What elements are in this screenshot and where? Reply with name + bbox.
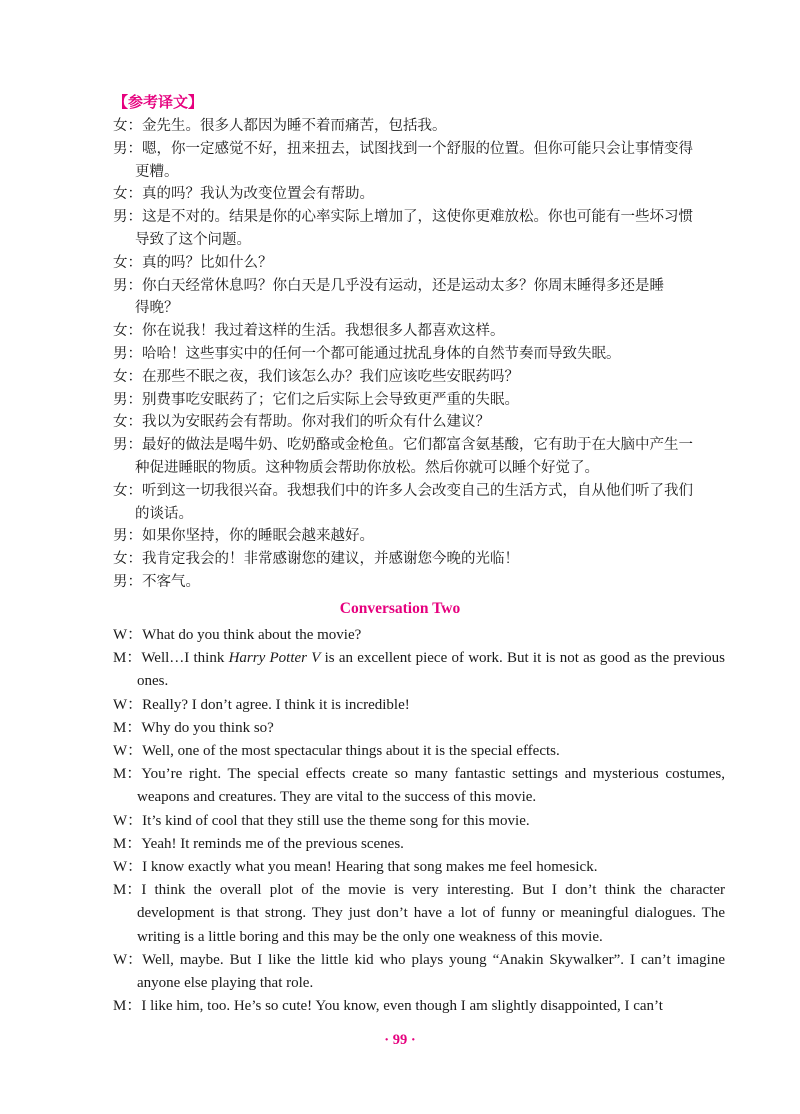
dialogue-text-continued: 得晚？ [135,300,179,317]
dialogue-line [113,115,725,138]
section-label: 【参考译文】 [113,93,204,111]
dialogue-text: You’re right. The special effects create so many fantastic settings and mysterious costumes, [141,766,725,783]
dialogue-text: 这是不对的。结果是你的心率实际上增加了，这使你更难放松。你也可能有一些坏习惯 [142,209,693,226]
english-dialogue [113,624,725,1018]
dialogue-line [113,647,725,670]
speaker-label: M： [113,882,142,899]
speaker-label: 男： [113,345,142,362]
speaker-label: 女： [113,482,142,499]
dialogue-line [113,856,725,879]
dialogue-line [113,879,725,902]
dialogue-text: Yeah! It reminds me of the previous scenes. [141,835,404,852]
dialogue-text: 我肯定我会的！非常感谢您的建议，并感谢您今晚的光临！ [142,551,519,568]
speaker-label: W： [113,696,143,713]
dialogue-line [113,252,725,275]
speaker-label: 男： [113,528,142,545]
dialogue-text: 哈哈！这些事实中的任何一个都可能通过扰乱身体的自然节奏而导致失眠。 [142,345,621,362]
movie-title: Harry Potter V [228,650,321,667]
dialogue-line [113,389,725,412]
dialogue-line [113,717,725,740]
dialogue-text: Well, maybe. But I like the little kid who plays young “Anakin Skywalker”. I can’t imagine [142,951,725,968]
page-number: · 99 · [384,1032,416,1048]
dialogue-line [113,548,725,571]
dialogue-line [113,343,725,366]
speaker-label: 女： [113,186,142,203]
dialogue-text: What do you think about the movie? [142,627,362,643]
chinese-translation [113,115,725,594]
dialogue-text: It’s kind of cool that they still use the theme song for this movie. [142,812,530,829]
dialogue-text-continued: writing is a little boring and this may be the only one weakness of this movie. [137,928,603,945]
dialogue-line [113,411,725,434]
dialogue-line [113,624,725,647]
dialogue-line [113,694,725,717]
dialogue-line [113,571,725,594]
dialogue-text-continued: 更糟。 [135,163,179,180]
speaker-label: M： [113,835,142,852]
dialogue-text: I think the overall plot of the movie is very interesting. But I don’t think the character [141,882,725,899]
dialogue-line [113,434,725,457]
dialogue-text: 听到这一切我很兴奋。我想我们中的许多人会改变自己的生活方式，自从他们听了我们 [142,482,693,499]
speaker-label: 女： [113,414,142,431]
speaker-label: W： [113,859,143,876]
dialogue-text-continued: development is that strong. They just don’t have a lot of funny or meaningful dialogues. The [137,905,725,922]
dialogue-text: 真的吗？我认为改变位置会有帮助。 [142,186,374,203]
speaker-label: 女： [113,118,142,134]
dialogue-text: 在那些不眠之夜，我们该怎么办？我们应该吃些安眠药吗？ [142,368,519,385]
dialogue-text: 不客气。 [142,573,200,590]
conversation-heading: Conversation Two [339,600,461,617]
dialogue-text: 最好的做法是喝牛奶、吃奶酪或金枪鱼。它们都富含氨基酸，它有助于在大脑中产生一 [142,437,693,454]
dialogue-text: Really? I don’t agree. I think it is incredible! [142,696,410,713]
dialogue-line [113,949,725,972]
speaker-label: 男： [113,209,142,226]
dialogue-line [113,320,725,343]
dialogue-line [113,275,725,298]
dialogue-text: 你白天经常休息吗？你白天是几乎没有运动，还是运动太多？你周末睡得多还是睡 [142,277,664,294]
speaker-label: 女： [113,368,142,385]
dialogue-line [113,810,725,833]
speaker-label: 女： [113,551,142,568]
dialogue-text: 真的吗？比如什么？ [142,254,273,271]
speaker-label: W： [113,743,143,760]
dialogue-line [113,480,725,503]
dialogue-line [113,740,725,763]
dialogue-line [113,833,725,856]
speaker-label: 男： [113,277,142,294]
dialogue-text-continued: weapons and creatures. They are vital to the success of this movie. [137,789,537,806]
speaker-label: 男： [113,437,142,454]
dialogue-text: 嗯，你一定感觉不好，扭来扭去，试图找到一个舒服的位置。但你可能只会让事情变得 [142,140,693,157]
dialogue-text-continued: 导致了这个问题。 [135,231,251,248]
speaker-label: 男： [113,391,142,408]
dialogue-text: Well, one of the most spectacular things about it is the special effects. [142,743,560,760]
speaker-label: M： [113,766,142,783]
dialogue-line [113,138,725,161]
dialogue-text-continued: ones. [137,673,169,690]
dialogue-text: Why do you think so? [141,719,274,736]
speaker-label: 女： [113,323,142,340]
dialogue-text: 别费事吃安眠药了；它们之后实际上会导致更严重的失眠。 [142,391,519,408]
dialogue-line [113,183,725,206]
speaker-label: 女： [113,254,142,271]
dialogue-text: Well…I think Harry Potter V is an excellent piece of work. But it is not as good as the previous [141,650,725,667]
dialogue-text: 我以为安眠药会有帮助。你对我们的听众有什么建议？ [142,414,490,431]
speaker-label: M： [113,719,142,736]
dialogue-text: I like him, too. He’s so cute! You know, even though I am slightly disappointed, I can’t [141,998,663,1015]
dialogue-text: 你在说我！我过着这样的生活。我想很多人都喜欢这样。 [142,323,505,340]
dialogue-text-continued: anyone else playing that role. [137,975,314,992]
dialogue-line [113,995,725,1018]
speaker-label: W： [113,627,143,643]
speaker-label: W： [113,812,143,829]
dialogue-text: 如果你坚持，你的睡眠会越来越好。 [142,528,374,545]
dialogue-text: 金先生。很多人都因为睡不着而痛苦，包括我。 [142,118,447,134]
speaker-label: W： [113,951,143,968]
dialogue-line [113,763,725,786]
dialogue-line [113,525,725,548]
dialogue-text-continued: 种促进睡眠的物质。这种物质会帮助你放松。然后你就可以睡个好觉了。 [135,459,599,476]
dialogue-line [113,366,725,389]
dialogue-line [113,206,725,229]
speaker-label: M： [113,998,142,1015]
speaker-label: 男： [113,140,142,157]
dialogue-text: I know exactly what you mean! Hearing that song makes me feel homesick. [142,859,598,876]
speaker-label: 男： [113,573,142,590]
speaker-label: M： [113,650,142,667]
dialogue-text-continued: 的谈话。 [135,505,193,522]
